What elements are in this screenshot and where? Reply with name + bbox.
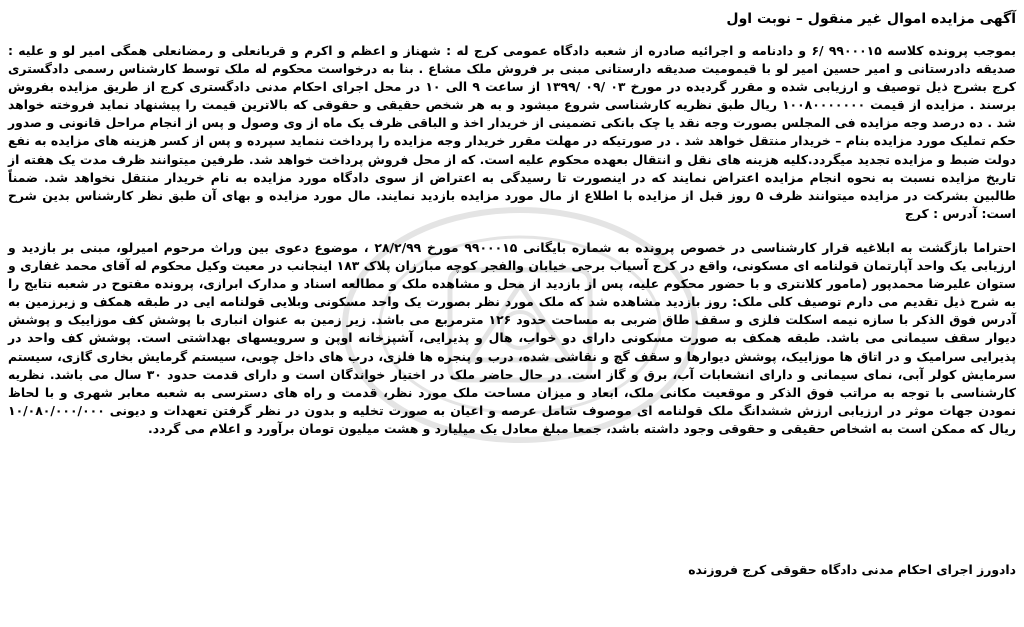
signature-line: دادورز اجرای احکام مدنی دادگاه حقوقی کرج فروزنده xyxy=(688,562,1016,577)
auction-announcement-paragraph: بموجب پرونده کلاسه ۹۹۰۰۰۱۵ /۶ و دادنامه و اجرائیه صادره از شعبه دادگاه عمومی کرج له : شهناز و اعظم و اکرم و قربانعلی و رمضانعلی همگی امیر لو و علیه : صدیقه دادرستانی و امیر حسین امیر لو با قیمومیت صدیقه دارستانی مبنی بر فروش ملک مشاع . بنا به درخواست محکوم له ملک توسط کارشناس رسمی دادگستری کرج بشرح ذیل توصیف و ارزیابی شده و مقرر گردیده در مورخ ۰۳ /۰۹ /۱۳۹۹ از ساعت ۹ الی ۱۰ در محل اجرای احکام مدنی دادگستری کرج از طریق مزایده بفروش برسند . مزایده از قیمت ۱۰۰۸۰۰۰۰۰۰۰ ریال طبق نظریه کارشناسی شروع میشود و به هر شخص حقیقی و حقوقی که بالاترین قیمت را پیشنهاد نماید فروخته خواهد شد . ده درصد وجه مزایده فی المجلس بصورت وجه نقد یا چک بانکی تضمینی از خریدار اخذ و الباقی ظرف یک ماه از وی وصول و پس از انجام مراحل قانونی و صدور حکم تملیک مورد مزایده بنام – خریدار منتقل خواهد شد . در صورتیکه در مهلت مقرر خریدار وجه مزایده را پرداخت ننماید سپرده و پس از کسر هزینه های مزایده به نفع دولت ضبط و مزایده تجدید میگردد.کلیه هزینه های نقل و انتقال بعهده محکوم علیه است. که از محل فروش پرداخت خواهد شد. طرفین میتوانند ظرف مدت یک هفته از تاریخ مزایده نسبت به نحوه انجام مزایده اعتراض نمایند که در اینصورت تا رسیدگی به اعتراض از سوی دادگاه مورد مزایده به نام خریدار منتقل نخواهد شد. ضمناً طالبین بشرکت در مزایده میتوانند ظرف ۵ روز قبل از مزایده با اطلاع از مال مورد مزایده بازدید نمایند. مال مورد مزایده و بهای آن طبق نظر کارشناس بدین شرح است: آدرس : کرج xyxy=(8,43,1017,221)
expert-report-paragraph: احتراما بازگشت به ابلاغیه قرار کارشناسی در خصوص پرونده به شماره بایگانی ۹۹۰۰۰۱۵ مورخ ۲۸/۲/۹۹ ، موضوع دعوی بین وراث مرحوم امیرلو، مبنی بر بازدید و ارزیابی یک واحد آپارتمان قولنامه ای مسکونی، واقع در کرج آسیاب برجی خیابان والفجر کوچه مبارزان پلاک ۱۸۳ اینجانب در معیت وکیل محکوم له آقای محمد غفاری و ستوان علیرضا محمدپور (مامور کلانتری و با حضور محکوم علیه، پس از بازدید از محل و مشاهده ملک و مطالعه اسناد و مدارک ابرازی، پرونده مفتوح در شعبه نتایج را به شرح ذیل تقدیم می دارم توصیف کلی ملک: روز بازدید مشاهده شد که ملک مورد نظر بصورت یک واحد مسکونی وبلایی قولنامه ایی در طبقه همکف و زیرزمین به آدرس فوق الذکر با سازه نیمه اسکلت فلزی و سقف طاق ضربی به مساحت حدود ۱۲۶ مترمربع می باشد. زیر زمین به عنوان انباری با پوشش کف موزاییک و پوشش دیوار سقف سیمانی می باشد. طبقه همکف به صورت مسکونی دارای دو خواب، هال و پذیرایی، آشپزخانه اوپن و سرویسهای بهداشتی است. پوشش کف واحد در پذیرایی سرامیک و در اتاق ها موزاییک، پوشش دیوارها و سقف گچ و نقاشی شده، درب و پنجره ها فلزی، درب های داخل چوبی، سیستم گرمایش بخاری گازی، سیستم سرمایش کولر آبی، نمای سیمانی و دارای انشعابات آب، برق و گاز است. در حال حاضر ملک در اختیار خواندگان است و دارای قدمت حدود ۳۰ سال می باشد. نظریه کارشناسی با توجه به مراتب فوق الذکر و موقعیت مکانی ملک، ابعاد و میزان مساحت ملک مورد نظر، قدمت و راه های دسترسی به شعبه معابر شهری و با لحاظ نمودن جهات موثر در ارزیابی ارزش ششدانگ ملک قولنامه ای موصوف شامل عرصه و اعیان به صورت تخلیه و بدون در نظر گرفتن تعهدات و دیونی ۱۰/۰۸۰/۰۰۰/۰۰۰ ریال که ممکن است به اشخاص حقیقی و حقوقی وجود داشته باشد، جمعا مبلغ معادل یک میلیارد و هشت میلیون تومان برآورد و اعلام می گردد. xyxy=(8,239,1017,436)
page-title: آگهی مزایده اموال غیر منقول – نوبت اول xyxy=(726,11,1016,27)
